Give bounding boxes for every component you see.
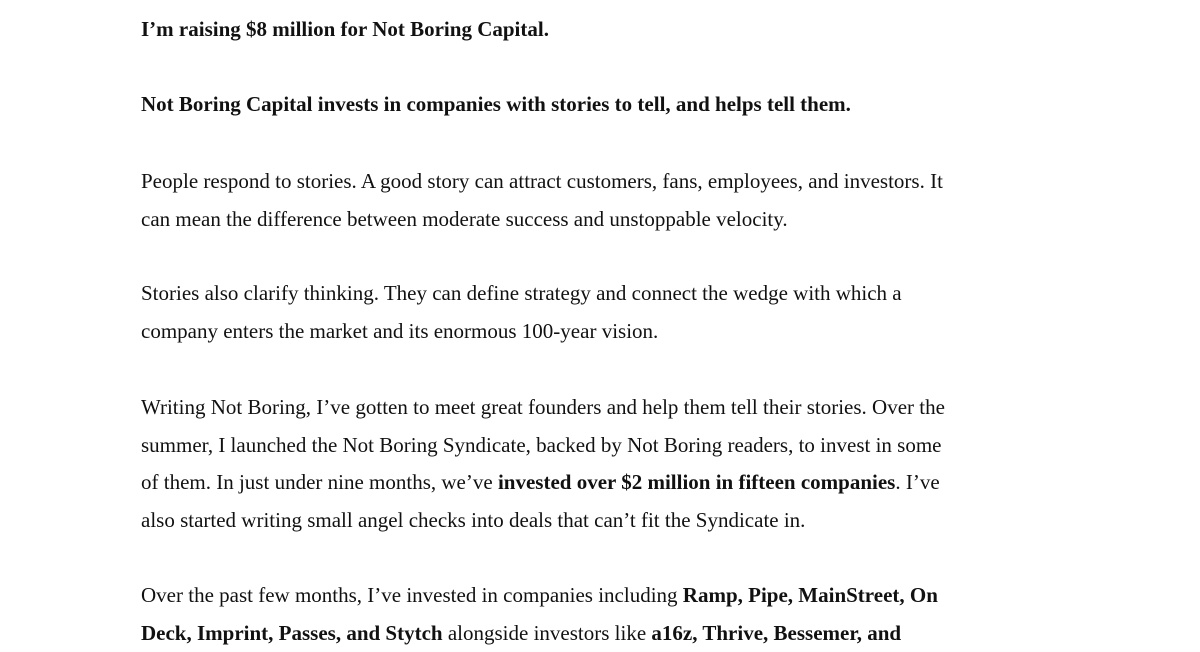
paragraph-headline [141,11,1061,49]
paragraph-line: summer, I launched the Not Boring Syndicate, backed by Not Boring readers, to invest in some [141,427,1061,465]
paragraph-thesis [141,86,1061,124]
paragraph-line: also started writing small angel checks into deals that can’t fit the Syndicate in. [141,502,1061,540]
paragraph-line: Stories also clarify thinking. They can define strategy and connect the wedge with which a [141,275,1061,313]
text-segment: . I’ve [895,470,939,494]
paragraph-line: can mean the difference between moderate success and unstoppable velocity. [141,201,1061,239]
paragraph-syndicate [141,389,1061,539]
paragraph-line [141,464,1061,502]
paragraph-investments [141,577,1061,652]
paragraph-clarify [141,275,1061,350]
paragraph-line [141,577,1061,615]
emphasis-company-list: Ramp, Pipe, MainStreet, On [683,583,938,607]
text-segment: alongside investors like [443,621,652,645]
thesis-text: Not Boring Capital invests in companies with stories to tell, and helps tell them. [141,86,1061,124]
emphasis-company-list: Deck, Imprint, Passes, and Stytch [141,621,443,645]
emphasis-investor-list: a16z, Thrive, Bessemer, and [651,621,901,645]
text-segment: Over the past few months, I’ve invested in companies including [141,583,683,607]
paragraph-line: People respond to stories. A good story can attract customers, fans, employees, and investors. It [141,163,1061,201]
paragraph-line [141,615,1061,652]
text-segment: of them. In just under nine months, we’ve [141,470,498,494]
paragraph-line: Writing Not Boring, I’ve gotten to meet great founders and help them tell their stories. Over the [141,389,1061,427]
emphasis-investment-stats: invested over $2 million in fifteen companies [498,470,895,494]
headline-text: I’m raising $8 million for Not Boring Capital. [141,11,1061,49]
paragraph-line: company enters the market and its enormous 100-year vision. [141,313,1061,351]
paragraph-stories [141,163,1061,238]
